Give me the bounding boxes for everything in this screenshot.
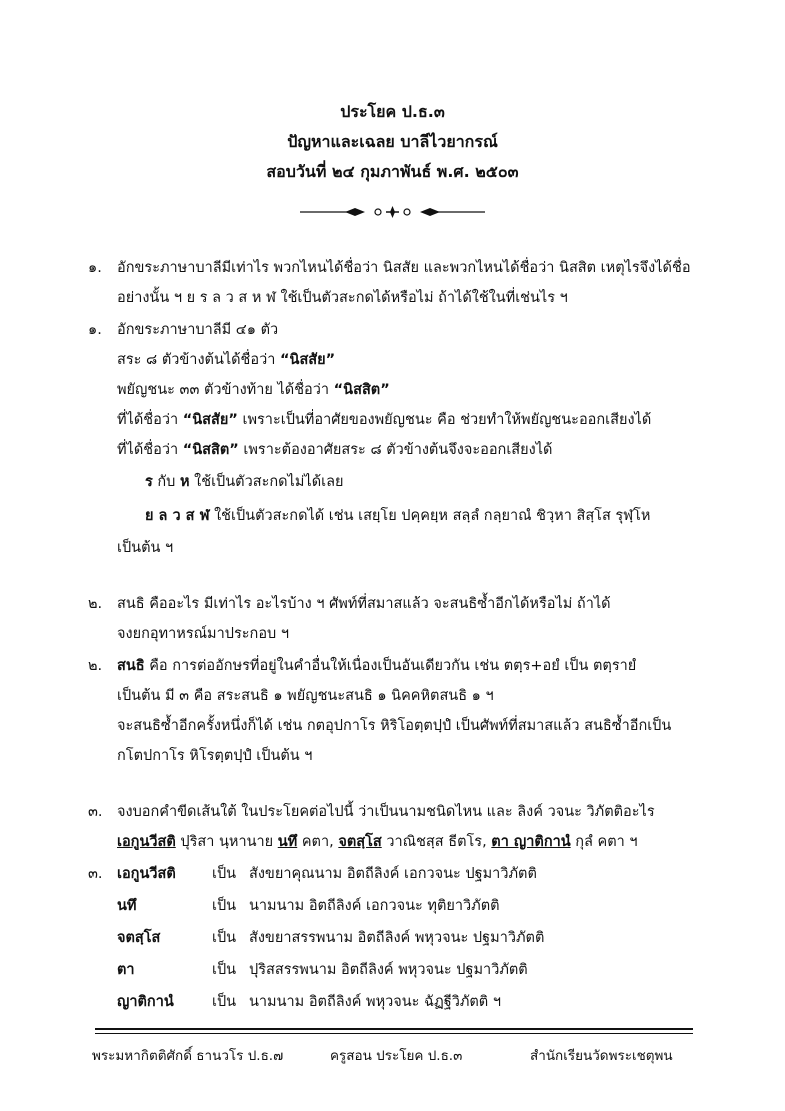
ornament-divider [300, 205, 485, 219]
page-title: ประโยค ป.ธ.๓ [340, 102, 445, 121]
a2-term-sandhi: สนธิ [117, 658, 145, 674]
a3-row-desc: นามนาม อิตถีลิงค์ เอกวจนะ ทุติยาวิภัตติ [249, 898, 500, 914]
a1-line5 [117, 438, 552, 461]
a1-line6-post: ใช้เป็นตัวสะกดไม่ได้เลย [189, 474, 344, 490]
q1-number: ๑. [88, 260, 102, 276]
a3-row-word: จตสฺโส [117, 930, 161, 946]
footer-role: ครูสอน ประโยค ป.ธ.๓ [330, 1048, 463, 1064]
a1-letter-ha: ห [180, 474, 190, 490]
a3-row-is: เป็น [212, 898, 237, 914]
a3-row-word: เอกูนวีสติ [117, 866, 176, 882]
q3-number: ๓. [88, 804, 103, 820]
q3-sentence [117, 830, 638, 853]
a3-row-is: เป็น [212, 930, 237, 946]
a1-line1: อักขระภาษาบาลีมี ๔๑ ตัว [117, 322, 279, 338]
q1-text-line2: อย่างนั้น ฯ ย ร ล ว ส ห ฬ ใช้เป็นตัวสะกดได้หรือไม่ ถ้าได้ใช้ในที่เช่นไร ฯ [117, 290, 568, 306]
a1-line2 [117, 348, 335, 371]
footer-rule-thin [95, 1033, 693, 1034]
q3-sentence-part-1: ปุริสา นฺหานาย [175, 834, 278, 850]
a1-term-nissita: “นิสสิต” [333, 382, 390, 398]
a1-line4-post: เพราะเป็นที่อาศัยของพยัญชนะ คือ ช่วยทำให้พยัญชนะออกเสียงได้ [237, 412, 652, 428]
q2-text-line1: สนธิ คืออะไร มีเท่าไร อะไรบ้าง ฯ ศัพท์ที่สมาสแล้ว จะสนธิซ้ำอีกได้หรือไม่ ถ้าได้ [117, 596, 611, 612]
a1-number: ๑. [88, 322, 102, 338]
a2-number: ๒. [88, 658, 103, 674]
footer-rule-thick [95, 1028, 693, 1030]
q3-text-line1: จงบอกคำขีดเส้นใต้ ในประโยคต่อไปนี้ ว่าเป็นนามชนิดไหน และ ลิงค์ วจนะ วิภัตติอะไร [117, 804, 655, 820]
a3-row-word: ตา [117, 962, 135, 978]
a1-line3-text: พยัญชนะ ๓๓ ตัวข้างท้าย ได้ชื่อว่า [117, 382, 334, 398]
a3-row-is: เป็น [212, 962, 237, 978]
a2-line3: จะสนธิซ้ำอีกครั้งหนึ่งก็ได้ เช่น กตอุปกาโร หิริโอตฺตปฺปํ เป็นศัพท์ที่สมาสแล้ว สนธิซ้ำอีกเป็น [117, 718, 672, 734]
a3-row-desc: สังขยาสรรพนาม อิตถีลิงค์ พหุวจนะ ปฐมาวิภัตติ [249, 930, 545, 946]
a3-row-is: เป็น [212, 866, 237, 882]
a3-row-is: เป็น [212, 994, 237, 1010]
q2-number: ๒. [88, 596, 103, 612]
q3-underlined-word-1: เอกูนวีสติ [117, 834, 176, 850]
a3-row-desc: ปุริสสรรพนาม อิตถีลิงค์ พหุวจนะ ปฐมาวิภัตติ [249, 962, 528, 978]
q3-sentence-part-4: กุลํ คตา ฯ [570, 834, 638, 850]
footer-author: พระมหากิตติศักดิ์ ธานวโร ป.ธ.๗ [92, 1048, 284, 1064]
a2-line2: เป็นต้น มี ๓ คือ สระสนธิ ๑ พยัญชนะสนธิ ๑ นิคคหิตสนธิ ๑ ฯ [117, 688, 494, 704]
a1-line6-mid: กับ [152, 474, 180, 490]
a1-line6 [145, 470, 343, 493]
a3-row-desc: สังขยาคุณนาม อิตถีลิงค์ เอกวจนะ ปฐมาวิภัตติ [249, 866, 537, 882]
a1-line4 [117, 408, 651, 431]
footer-place: สำนักเรียนวัดพระเชตุพน [530, 1048, 673, 1064]
a1-line2-text: สระ ๘ ตัวข้างต้นได้ชื่อว่า [117, 352, 281, 368]
page-subtitle: ปัญหาและเฉลย บาลีไวยากรณ์ [287, 132, 498, 151]
a2-line4: กโตปกาโร หิโรตฺตปฺปํ เป็นต้น ฯ [117, 748, 313, 764]
a1-letter-ra: ร [145, 474, 153, 490]
q1-text-line1: อักขระภาษาบาลีมีเท่าไร พวกไหนได้ชื่อว่า นิสสัย และพวกไหนได้ชื่อว่า นิสสิต เหตุไรจึงได้ชื่อ [117, 260, 691, 276]
q3-underlined-word-4: ตา ญาติกานํ [491, 834, 571, 850]
a1-line4-term: “นิสสัย” [182, 412, 238, 428]
q2-text-line2: จงยกอุทาหรณ์มาประกอบ ฯ [117, 626, 289, 642]
a3-row-word: นทึ [117, 898, 137, 914]
a1-line8: เป็นต้น ฯ [117, 540, 174, 556]
a1-letters-finals: ย ล ว ส ฬ [145, 508, 210, 524]
q3-underlined-word-2: นทึ [277, 834, 298, 850]
exam-date: สอบวันที่ ๒๔ กุมภาพันธ์ พ.ศ. ๒๕๐๓ [266, 162, 519, 181]
a1-line5-pre: ที่ได้ชื่อว่า [117, 442, 183, 458]
q3-underlined-word-3: จตสฺโส [338, 834, 382, 850]
a1-line7 [145, 504, 650, 527]
a3-row-word: ญาติกานํ [117, 994, 174, 1010]
a1-line5-term: “นิสสิต” [182, 442, 239, 458]
a3-row-desc: นามนาม อิตถีลิงค์ พหุวจนะ ฉัฏฐีวิภัตติ ฯ [249, 994, 501, 1010]
a1-term-nissaya: “นิสสัย” [280, 352, 336, 368]
a1-line4-pre: ที่ได้ชื่อว่า [117, 412, 183, 428]
a1-line5-post: เพราะต้องอาศัยสระ ๘ ตัวข้างต้นจึงจะออกเสียงได้ [238, 442, 553, 458]
q3-sentence-part-3: วาณิชสฺส ธีตโร, [381, 834, 492, 850]
q3-sentence-part-2: คตา, [297, 834, 339, 850]
a2-line1-post: คือ การต่ออักษรที่อยู่ในคำอื่นให้เนื่องเป็นอันเดียวกัน เช่น ตตฺร+อยํ เป็น ตตฺรายํ [144, 658, 637, 674]
a2-line1 [117, 654, 636, 677]
a1-line3 [117, 378, 390, 401]
a1-line7-post: ใช้เป็นตัวสะกดได้ เช่น เสยฺโย ปคฺคยฺห สลฺลํ กลฺยาณํ ชิวฺหา สิสฺโส รุฬฺโห [209, 508, 651, 524]
a3-number: ๓. [88, 866, 103, 882]
